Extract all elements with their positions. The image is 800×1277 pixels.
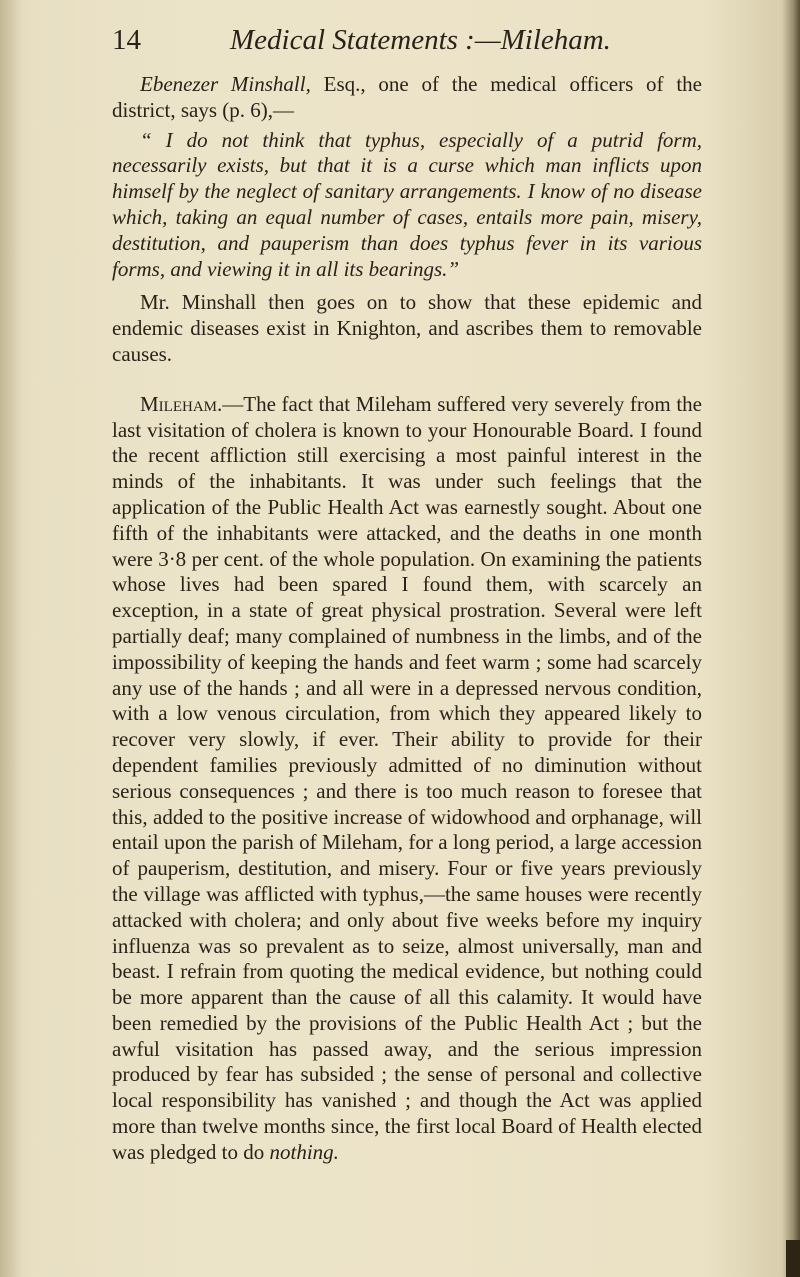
author-name: Ebenezer Minshall, xyxy=(140,72,311,96)
body-text xyxy=(112,72,702,1166)
page-edge-shadow xyxy=(782,0,800,1277)
page-edge-corner xyxy=(786,1240,800,1277)
section-heading: Mileham. xyxy=(140,391,223,416)
quoted-statement: “ I do not think that typhus, especially of a putrid form, necessarily exists, but that it is a curse which man inflicts upon himself by the neglect of sanitary arrangements. I know of no disease which, taking an equal number of cases, entails more pain, misery, destitution, and pauperism than does typhus fever in its various forms, and viewing it in all its bearings.” xyxy=(112,127,702,281)
page-header xyxy=(112,20,702,60)
intro-paragraph xyxy=(112,72,702,124)
section-text: —The fact that Mileham suffered very severely from the last visitation of cholera is known to your Honourable Board. I found the recent affliction still exercising a most painful interest in the minds of the inhabitants. It was under such feelings that the application of the Public Health Act was earnestly sought. About one fifth of the inhabitants were attacked, and the deaths in one month were 3·8 per cent. of the whole population. On examining the patients whose lives had been spared I found them, with scarcely an exception, in a state of great physical prostration. Several were left partially deaf; many complained of numbness in the limbs, and of the impossibility of keeping the hands and feet warm ; some had scarcely any use of the hands ; and all were in a depressed nervous condition, with a low venous circulation, from which they appeared likely to recover very slowly, if ever. Their ability to provide for their dependent families previously admitted of no diminution without serious consequences ; and there is too much reason to foresee that this, added to the positive increase of widowhood and orphanage, will entail upon the parish of Mileham, for a long period, a large accession of pauperism, destitution, and misery. Four or five years previously the village was afflicted with typhus,—the same houses were recently attacked with cholera; and only about five weeks before my inquiry influenza was so prevalent as to seize, almost universally, man and beast. I refrain from quoting the medical evidence, but nothing could be more apparent than the cause of all this calamity. It would have been remedied by the provisions of the Public Health Act ; but the awful visitation has passed away, and the serious impression produced by fear has subsided ; the sense of personal and collective local responsibility has vanished ; and though the Act was applied more than twelve months since, the first local Board of Health elected was pledged to do xyxy=(112,391,702,1164)
page-number: 14 xyxy=(112,24,141,56)
minshall-paragraph: Mr. Minshall then goes on to show that these epidemic and endemic diseases exist in Knighton, and ascribes them to removable causes. xyxy=(112,290,702,366)
binding-shadow xyxy=(0,0,22,1277)
intro-text: Esq., one of the medical officers of the district, says (p. 6),— xyxy=(112,72,702,122)
running-title: Medical Statements :—Mileham. xyxy=(230,24,611,56)
mileham-section xyxy=(112,392,702,1166)
section-italic-end: nothing. xyxy=(269,1139,339,1164)
